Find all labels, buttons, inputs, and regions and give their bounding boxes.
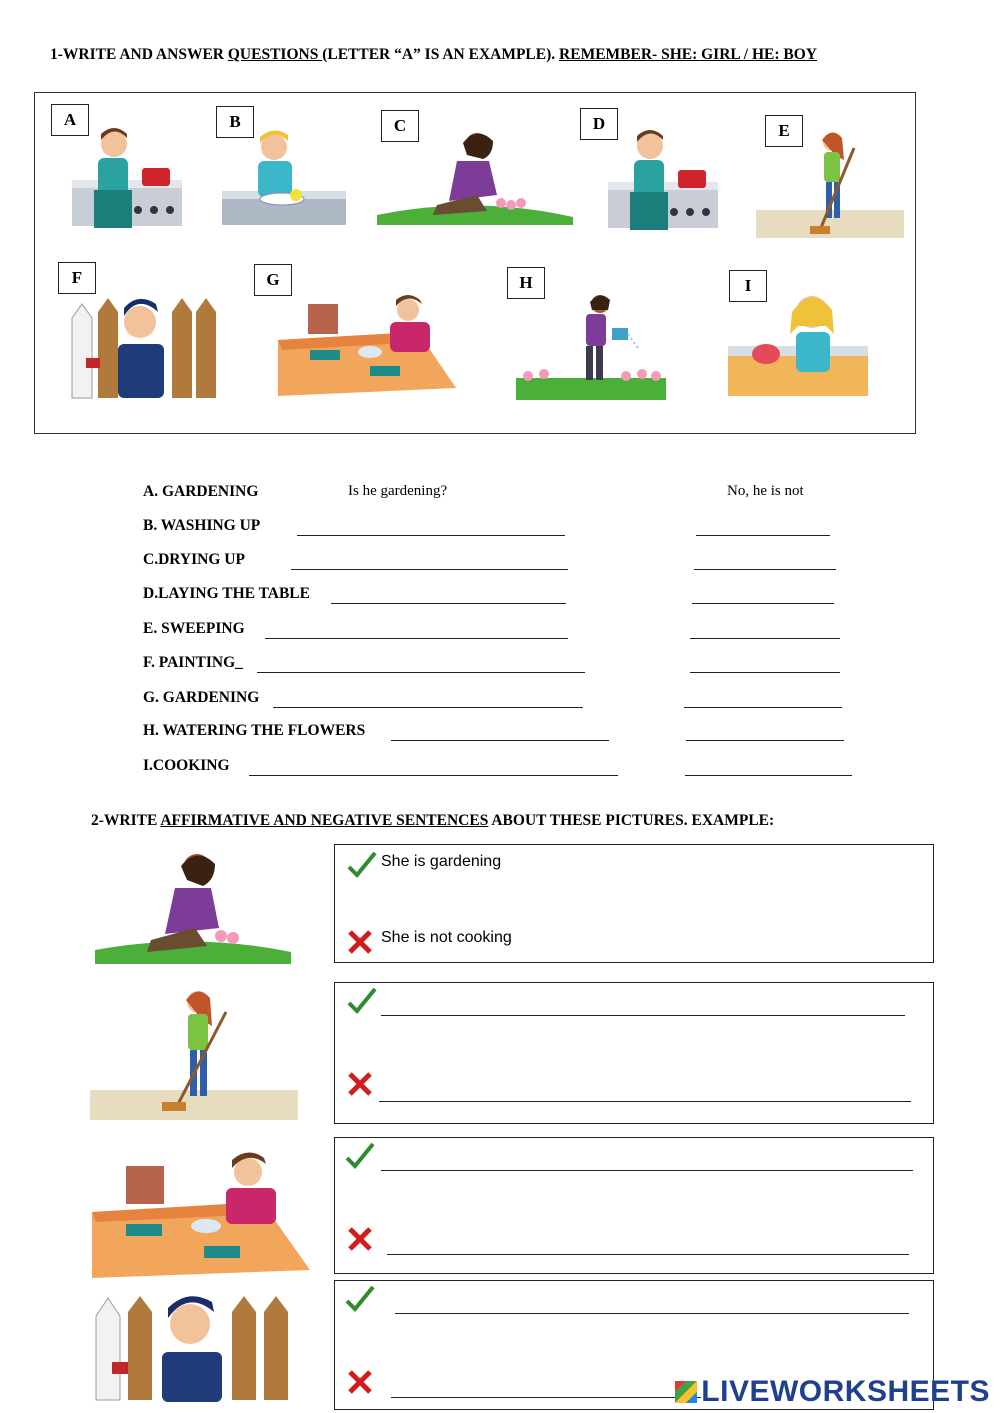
- question-row-a: [143, 483, 258, 501]
- check-icon: [347, 987, 377, 1015]
- question-input-h[interactable]: [391, 740, 609, 741]
- heading-text-2: (LETTER “A” IS AN EXAMPLE).: [322, 46, 560, 63]
- letter-box-d: D: [580, 108, 618, 140]
- logo-icon: [675, 1381, 697, 1403]
- cross-icon: [347, 1071, 373, 1097]
- heading-text-2: ABOUT THESE PICTURES. EXAMPLE:: [488, 812, 775, 829]
- picture-painting-boy-2: [92, 1290, 298, 1402]
- picture-watering-flowers-girl: [516, 292, 666, 402]
- question-input-b[interactable]: [297, 535, 565, 536]
- answer-input-b[interactable]: [696, 535, 830, 536]
- question-label: A. GARDENING: [143, 483, 259, 500]
- heading-remember: REMEMBER- SHE: GIRL / HE: BOY: [559, 46, 817, 63]
- question-label: F. PAINTING_: [143, 654, 243, 671]
- example-question: Is he gardening?: [348, 483, 448, 499]
- letter-box-f: F: [58, 262, 96, 294]
- negative-input-3[interactable]: [387, 1254, 909, 1255]
- letter-box-h: H: [507, 267, 545, 299]
- letter-box-g: G: [254, 264, 292, 296]
- affirmative-input-4[interactable]: [395, 1313, 909, 1314]
- heading-text: 2-WRITE: [91, 812, 161, 829]
- negative-input-2[interactable]: [379, 1101, 911, 1102]
- letter-box-i: I: [729, 270, 767, 302]
- question-label: C.DRYING UP: [143, 551, 245, 568]
- question-label: B. WASHING UP: [143, 517, 261, 534]
- picture-painting-boy: [68, 288, 226, 400]
- heading-underlined: AFFIRMATIVE AND NEGATIVE SENTENCES: [160, 812, 489, 829]
- cross-icon: [347, 1369, 373, 1395]
- picture-laying-table-boy: [278, 292, 456, 398]
- letter-box-b: B: [216, 106, 254, 138]
- cross-icon: [347, 929, 373, 955]
- check-icon: [345, 1142, 375, 1170]
- answer-box-3: [334, 1137, 934, 1274]
- question-row-f: [143, 654, 243, 672]
- answer-input-g[interactable]: [684, 707, 842, 708]
- example-answer-box: [334, 844, 934, 963]
- negative-input-4[interactable]: [391, 1397, 701, 1398]
- picture-cooking-boy-2: [606, 122, 722, 232]
- question-label: E. SWEEPING: [143, 620, 245, 637]
- question-input-e[interactable]: [265, 638, 568, 639]
- example-answer: No, he is not: [727, 483, 804, 499]
- answer-box-2: [334, 982, 934, 1124]
- heading-text: 1-WRITE AND ANSWER: [50, 46, 228, 63]
- letter-box-a: A: [51, 104, 89, 136]
- answer-input-e[interactable]: [690, 638, 840, 639]
- question-label: G. GARDENING: [143, 689, 260, 706]
- picture-laying-table-boy-2: [92, 1150, 310, 1280]
- picture-washing-up-boy: [222, 125, 346, 229]
- question-row-e: [143, 620, 245, 638]
- question-label: D.LAYING THE TABLE: [143, 585, 310, 602]
- question-input-c[interactable]: [291, 569, 568, 570]
- answer-input-d[interactable]: [692, 603, 834, 604]
- example-affirmative: She is gardening: [381, 853, 502, 870]
- section1-heading: [50, 46, 817, 64]
- liveworksheets-logo: [675, 1375, 990, 1409]
- question-label: I.COOKING: [143, 757, 230, 774]
- question-input-f[interactable]: [257, 672, 585, 673]
- question-label: H. WATERING THE FLOWERS: [143, 722, 366, 739]
- affirmative-input-2[interactable]: [381, 1015, 905, 1016]
- cross-icon: [347, 1226, 373, 1252]
- question-row-d: [143, 585, 310, 603]
- answer-input-i[interactable]: [685, 775, 852, 776]
- answer-input-h[interactable]: [686, 740, 844, 741]
- letter-box-c: C: [381, 110, 419, 142]
- picture-cooking-boy: [70, 120, 186, 230]
- section2-heading: [91, 812, 774, 830]
- check-icon: [347, 851, 377, 879]
- logo-text: LIVEWORKSHEETS: [701, 1375, 990, 1408]
- question-row-b: [143, 517, 260, 535]
- picture-sweeping-girl-2: [90, 986, 298, 1120]
- answer-input-c[interactable]: [694, 569, 836, 570]
- question-row-g: [143, 689, 259, 707]
- question-input-d[interactable]: [331, 603, 566, 604]
- affirmative-input-3[interactable]: [381, 1170, 913, 1171]
- question-input-i[interactable]: [249, 775, 618, 776]
- picture-drying-up-girl: [728, 288, 868, 398]
- letter-box-e: E: [765, 115, 803, 147]
- question-row-h: [143, 722, 365, 740]
- heading-questions: QUESTIONS: [227, 46, 323, 63]
- example-negative: She is not cooking: [381, 929, 512, 946]
- question-input-g[interactable]: [273, 707, 583, 708]
- answer-input-f[interactable]: [690, 672, 840, 673]
- question-row-i: [143, 757, 230, 775]
- question-row-c: [143, 551, 245, 569]
- example-picture-gardening-girl: [95, 846, 291, 964]
- check-icon: [345, 1285, 375, 1313]
